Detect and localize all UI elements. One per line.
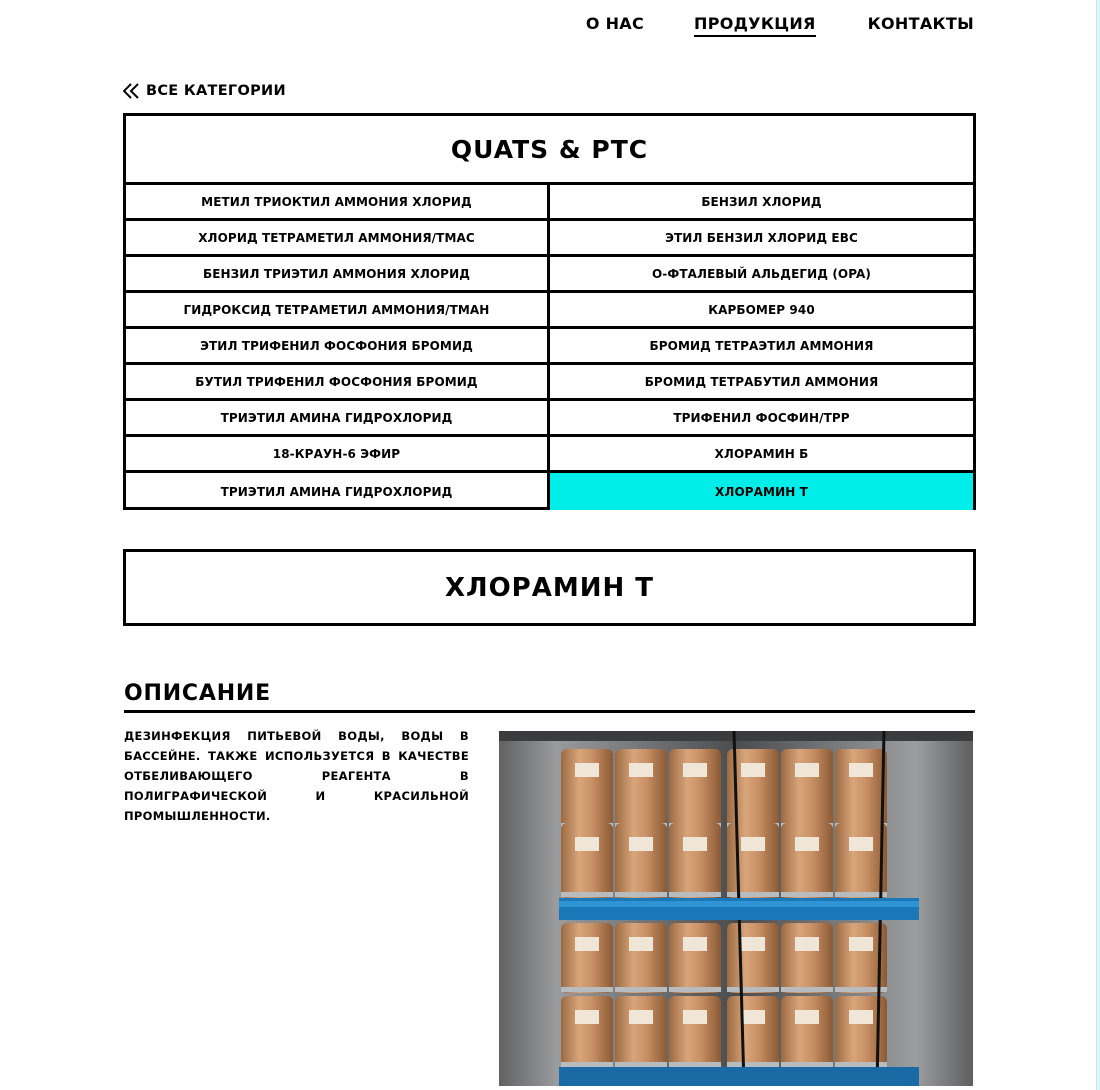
- double-chevron-left-icon: [123, 83, 140, 99]
- category-title: QUATS & PTC: [126, 116, 973, 185]
- description-heading: ОПИСАНИЕ: [124, 681, 975, 713]
- back-to-categories-link[interactable]: [123, 83, 286, 99]
- product-item[interactable]: ХЛОРАМИН Б: [550, 437, 973, 473]
- product-item[interactable]: ГИДРОКСИД ТЕТРАМЕТИЛ АММОНИЯ/TMAH: [126, 293, 550, 329]
- product-item[interactable]: БЕНЗИЛ ТРИЭТИЛ АММОНИЯ ХЛОРИД: [126, 257, 550, 293]
- category-product-grid: [126, 185, 973, 510]
- right-edge-rule: [1096, 0, 1100, 1090]
- product-item[interactable]: ТРИЭТИЛ АМИНА ГИДРОХЛОРИД: [126, 401, 550, 437]
- product-item[interactable]: БРОМИД ТЕТРАБУТИЛ АММОНИЯ: [550, 365, 973, 401]
- back-label: ВСЕ КАТЕГОРИИ: [146, 83, 286, 99]
- product-item[interactable]: БУТИЛ ТРИФЕНИЛ ФОСФОНИЯ БРОМИД: [126, 365, 550, 401]
- category-table: [123, 113, 976, 510]
- product-item[interactable]: ЭТИЛ БЕНЗИЛ ХЛОРИД EBC: [550, 221, 973, 257]
- product-title: ХЛОРАМИН Т: [123, 549, 976, 626]
- product-item[interactable]: ЭТИЛ ТРИФЕНИЛ ФОСФОНИЯ БРОМИД: [126, 329, 550, 365]
- product-item[interactable]: КАРБОМЕР 940: [550, 293, 973, 329]
- product-item[interactable]: О-ФТАЛЕВЫЙ АЛЬДЕГИД (OPA): [550, 257, 973, 293]
- product-item[interactable]: БЕНЗИЛ ХЛОРИД: [550, 185, 973, 221]
- product-item[interactable]: 18-КРАУН-6 ЭФИР: [126, 437, 550, 473]
- product-photo: [499, 731, 973, 1086]
- product-item[interactable]: ХЛОРИД ТЕТРАМЕТИЛ АММОНИЯ/TMAC: [126, 221, 550, 257]
- product-item[interactable]: МЕТИЛ ТРИОКТИЛ АММОНИЯ ХЛОРИД: [126, 185, 550, 221]
- product-item[interactable]: ТРИФЕНИЛ ФОСФИН/TPP: [550, 401, 973, 437]
- top-navigation: [586, 14, 974, 37]
- nav-about[interactable]: О НАС: [585, 14, 645, 33]
- product-item[interactable]: БРОМИД ТЕТРАЭТИЛ АММОНИЯ: [550, 329, 973, 365]
- nav-products[interactable]: ПРОДУКЦИЯ: [694, 14, 816, 37]
- description-text: ДЕЗИНФЕКЦИЯ ПИТЬЕВОЙ ВОДЫ, ВОДЫ В БАССЕЙНЕ. ТАКЖЕ ИСПОЛЬЗУЕТСЯ В КАЧЕСТВЕ ОТБЕЛИВАЮЩЕГО РЕАГЕНТА В ПОЛИГРАФИЧЕСКОЙ И КРАСИЛЬНОЙ ПРОМЫШЛЕННОСТИ.: [124, 729, 469, 823]
- product-item[interactable]: ТРИЭТИЛ АМИНА ГИДРОХЛОРИД: [126, 473, 550, 510]
- product-item-active[interactable]: ХЛОРАМИН Т: [550, 473, 973, 510]
- nav-contacts[interactable]: КОНТАКТЫ: [867, 14, 974, 33]
